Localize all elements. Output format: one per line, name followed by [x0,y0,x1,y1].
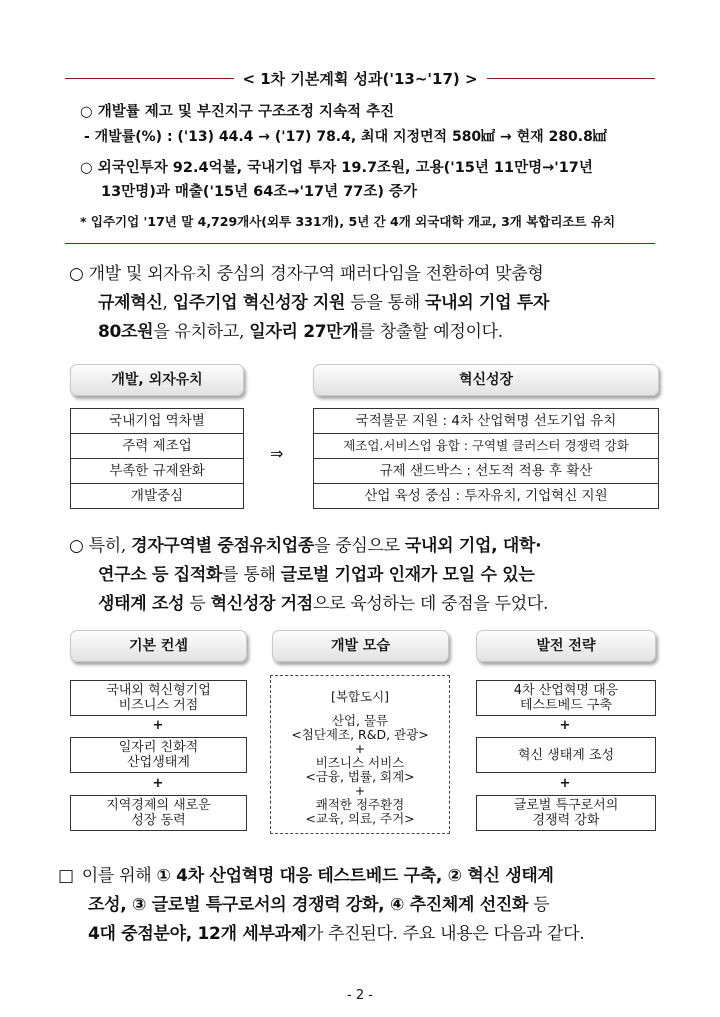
summary-title: < 1차 기본계획 성과('13~'17) > [0,68,720,89]
compare-left-row: 국내기업 역차별 [71,409,243,434]
compare-right-row: 산업 육성 중심 : 투자유치, 기업혁신 지원 [364,488,608,504]
para3-line3 [88,918,584,951]
summary-line-3b: 13만명)과 매출('15년 64조→'17년 77조) 증가 [101,184,418,200]
concept-strategy-box-1-line1: 4차 산업혁명 대응 [513,683,619,698]
compare-right-table [313,408,659,509]
concept-strategy-plus-1: + [559,718,571,733]
para2-text-l1c: 을 중심으로 [314,536,405,556]
concept-basic-box-3 [70,795,247,831]
concept-strategy-box-3-line1: 글로벌 특구로서의 [513,798,619,813]
concept-basic-box-2-line1: 일자리 친화적 [118,740,199,755]
summary-note: * 입주기업 '17년 말 4,729개사(외투 331개), 5년 간 4개 외국대학 개교, 3개 복합리조트 유치 [80,214,616,229]
para2-text-l3b: 등 [184,594,211,614]
para3-bold-l3a: 4대 중점분야, 12개 세부과제 [88,924,307,944]
concept-header-strategy: 발전 전략 [476,630,656,662]
mid-line: + [354,783,366,798]
concept-strategy-box-1-line2: 테스트베드 구축 [519,698,613,713]
para1-text-l3d: 를 창출할 예정이다. [358,322,503,342]
para1-line3 [98,316,503,349]
para1-line1: ○ 개발 및 외자유치 중심의 경자구역 패러다임을 전환하여 맞춤형 [69,264,544,284]
summary-rule-bottom [65,243,655,244]
concept-header-development: 개발 모습 [272,630,449,662]
para3-bold-l1b: ① 4차 산업혁명 대응 테스트베드 구축, ② 혁신 생태계 [156,866,554,886]
para2-bold-l1d: 국내외 기업, 대학· [404,536,542,556]
para1-text-b: , [162,293,173,313]
para1-bold-e: 국내외 기업 투자 [425,293,550,313]
concept-basic-box-2 [70,737,247,773]
concept-basic-box-3-line1: 지역경제의 새로운 [106,798,211,813]
concept-strategy-box-1 [476,680,656,716]
compare-left-table [70,408,244,509]
para3-bold-l2a: 조성, ③ 글로벌 특구로서의 경쟁력 강화, ④ 추진체계 선진화 [88,895,529,915]
para1-text-l3b: 을 유치하고, [153,322,250,342]
para1-bold-a: 규제혁신 [98,293,163,313]
compare-left-row: 개발중심 [130,488,184,504]
mid-line: [복합도시] [330,689,390,704]
compare-left-header: 개발, 외자유치 [70,364,244,396]
mid-line: 쾌적한 정주환경 [315,797,405,812]
para2-text-l2b: 를 통해 [222,565,281,585]
para1-text-d: 등을 통해 [345,293,425,313]
compare-arrow: ⇒ [270,444,284,463]
concept-strategy-box-3-line2: 경쟁력 강화 [532,813,600,828]
compare-left-row: 부족한 규제완화 [71,459,243,484]
concept-basic-plus-2: + [152,776,164,791]
concept-basic-box-1-line2: 비즈니스 거점 [118,698,199,713]
compare-right-row: 제조업.서비스업 융합 : 구역별 클러스터 경쟁력 강화 [314,434,658,459]
para2-bold-l3a: 생태계 조성 [98,594,185,614]
concept-basic-box-3-line2: 성장 동력 [131,813,186,828]
para2-bold-l1b: 경자구역별 중점유치업종 [131,536,315,556]
concept-basic-plus-1: + [152,718,164,733]
para3-text-l3b: 가 추진된다. 주요 내용은 다음과 같다. [306,924,585,944]
para2-text-l1a: ○ 특히, [69,536,132,556]
para2-bold-l2a: 연구소 등 집적화 [98,565,223,585]
mid-line: <금융, 법률, 회계> [305,769,415,784]
para3-box-bullet: □ [58,866,74,886]
concept-strategy-plus-2: + [559,776,571,791]
concept-strategy-box-2 [476,737,656,773]
para1-bold-l3a: 80조원 [98,322,154,342]
mid-line: + [354,741,366,756]
para2-bold-l2c: 글로벌 기업과 인재가 모일 수 있는 [280,565,535,585]
summary-line-2: - 개발률(%) : ('13) 44.4 → ('17) 78.4, 최대 지정면적 580㎢ → 현재 280.8㎢ [84,129,607,145]
concept-basic-box-2-line2: 산업생태계 [127,755,190,770]
concept-strategy-box-2-line1: 혁신 생태계 조성 [517,747,615,763]
para3-text-l2b: 등 [528,895,550,915]
mid-line: 비즈니스 서비스 [315,755,405,770]
para1-bold-l3c: 일자리 27만개 [249,322,359,342]
para1-bold-c: 입주기업 혁신성장 지원 [172,293,346,313]
para2-bold-l3c: 혁신성장 거점 [210,594,313,614]
concept-basic-box-1 [70,680,247,716]
mid-line: 산업, 물류 [331,713,389,728]
compare-right-row: 국적불문 지원 : 4차 산업혁명 선도기업 유치 [314,409,658,434]
compare-right-header: 혁신성장 [313,364,659,396]
mid-line: <첨단제조, R&D, 관광> [291,727,429,742]
para3-text-l1a: 이를 위해 [81,866,157,886]
page-number: - 2 - [347,988,373,1003]
summary-line-1: ○ 개발률 제고 및 부진지구 구조조정 지속적 추진 [80,104,395,120]
summary-line-3a: ○ 외국인투자 92.4억불, 국내기업 투자 19.7조원, 고용('15년 11만명→'17년 [80,160,593,176]
concept-strategy-box-3 [476,795,656,831]
para2-line3 [98,588,548,621]
mid-line: <교육, 의료, 주거> [305,811,415,826]
concept-basic-box-1-line1: 국내외 혁신형기업 [106,683,211,698]
concept-header-basic: 기본 컨셉 [70,630,247,662]
para2-text-l3d: 으로 육성하는 데 중점을 두었다. [312,594,549,614]
compare-right-row: 규제 샌드박스 : 선도적 적용 후 확산 [314,459,658,484]
compare-left-row: 주력 제조업 [71,434,243,459]
concept-development-box [270,675,450,834]
